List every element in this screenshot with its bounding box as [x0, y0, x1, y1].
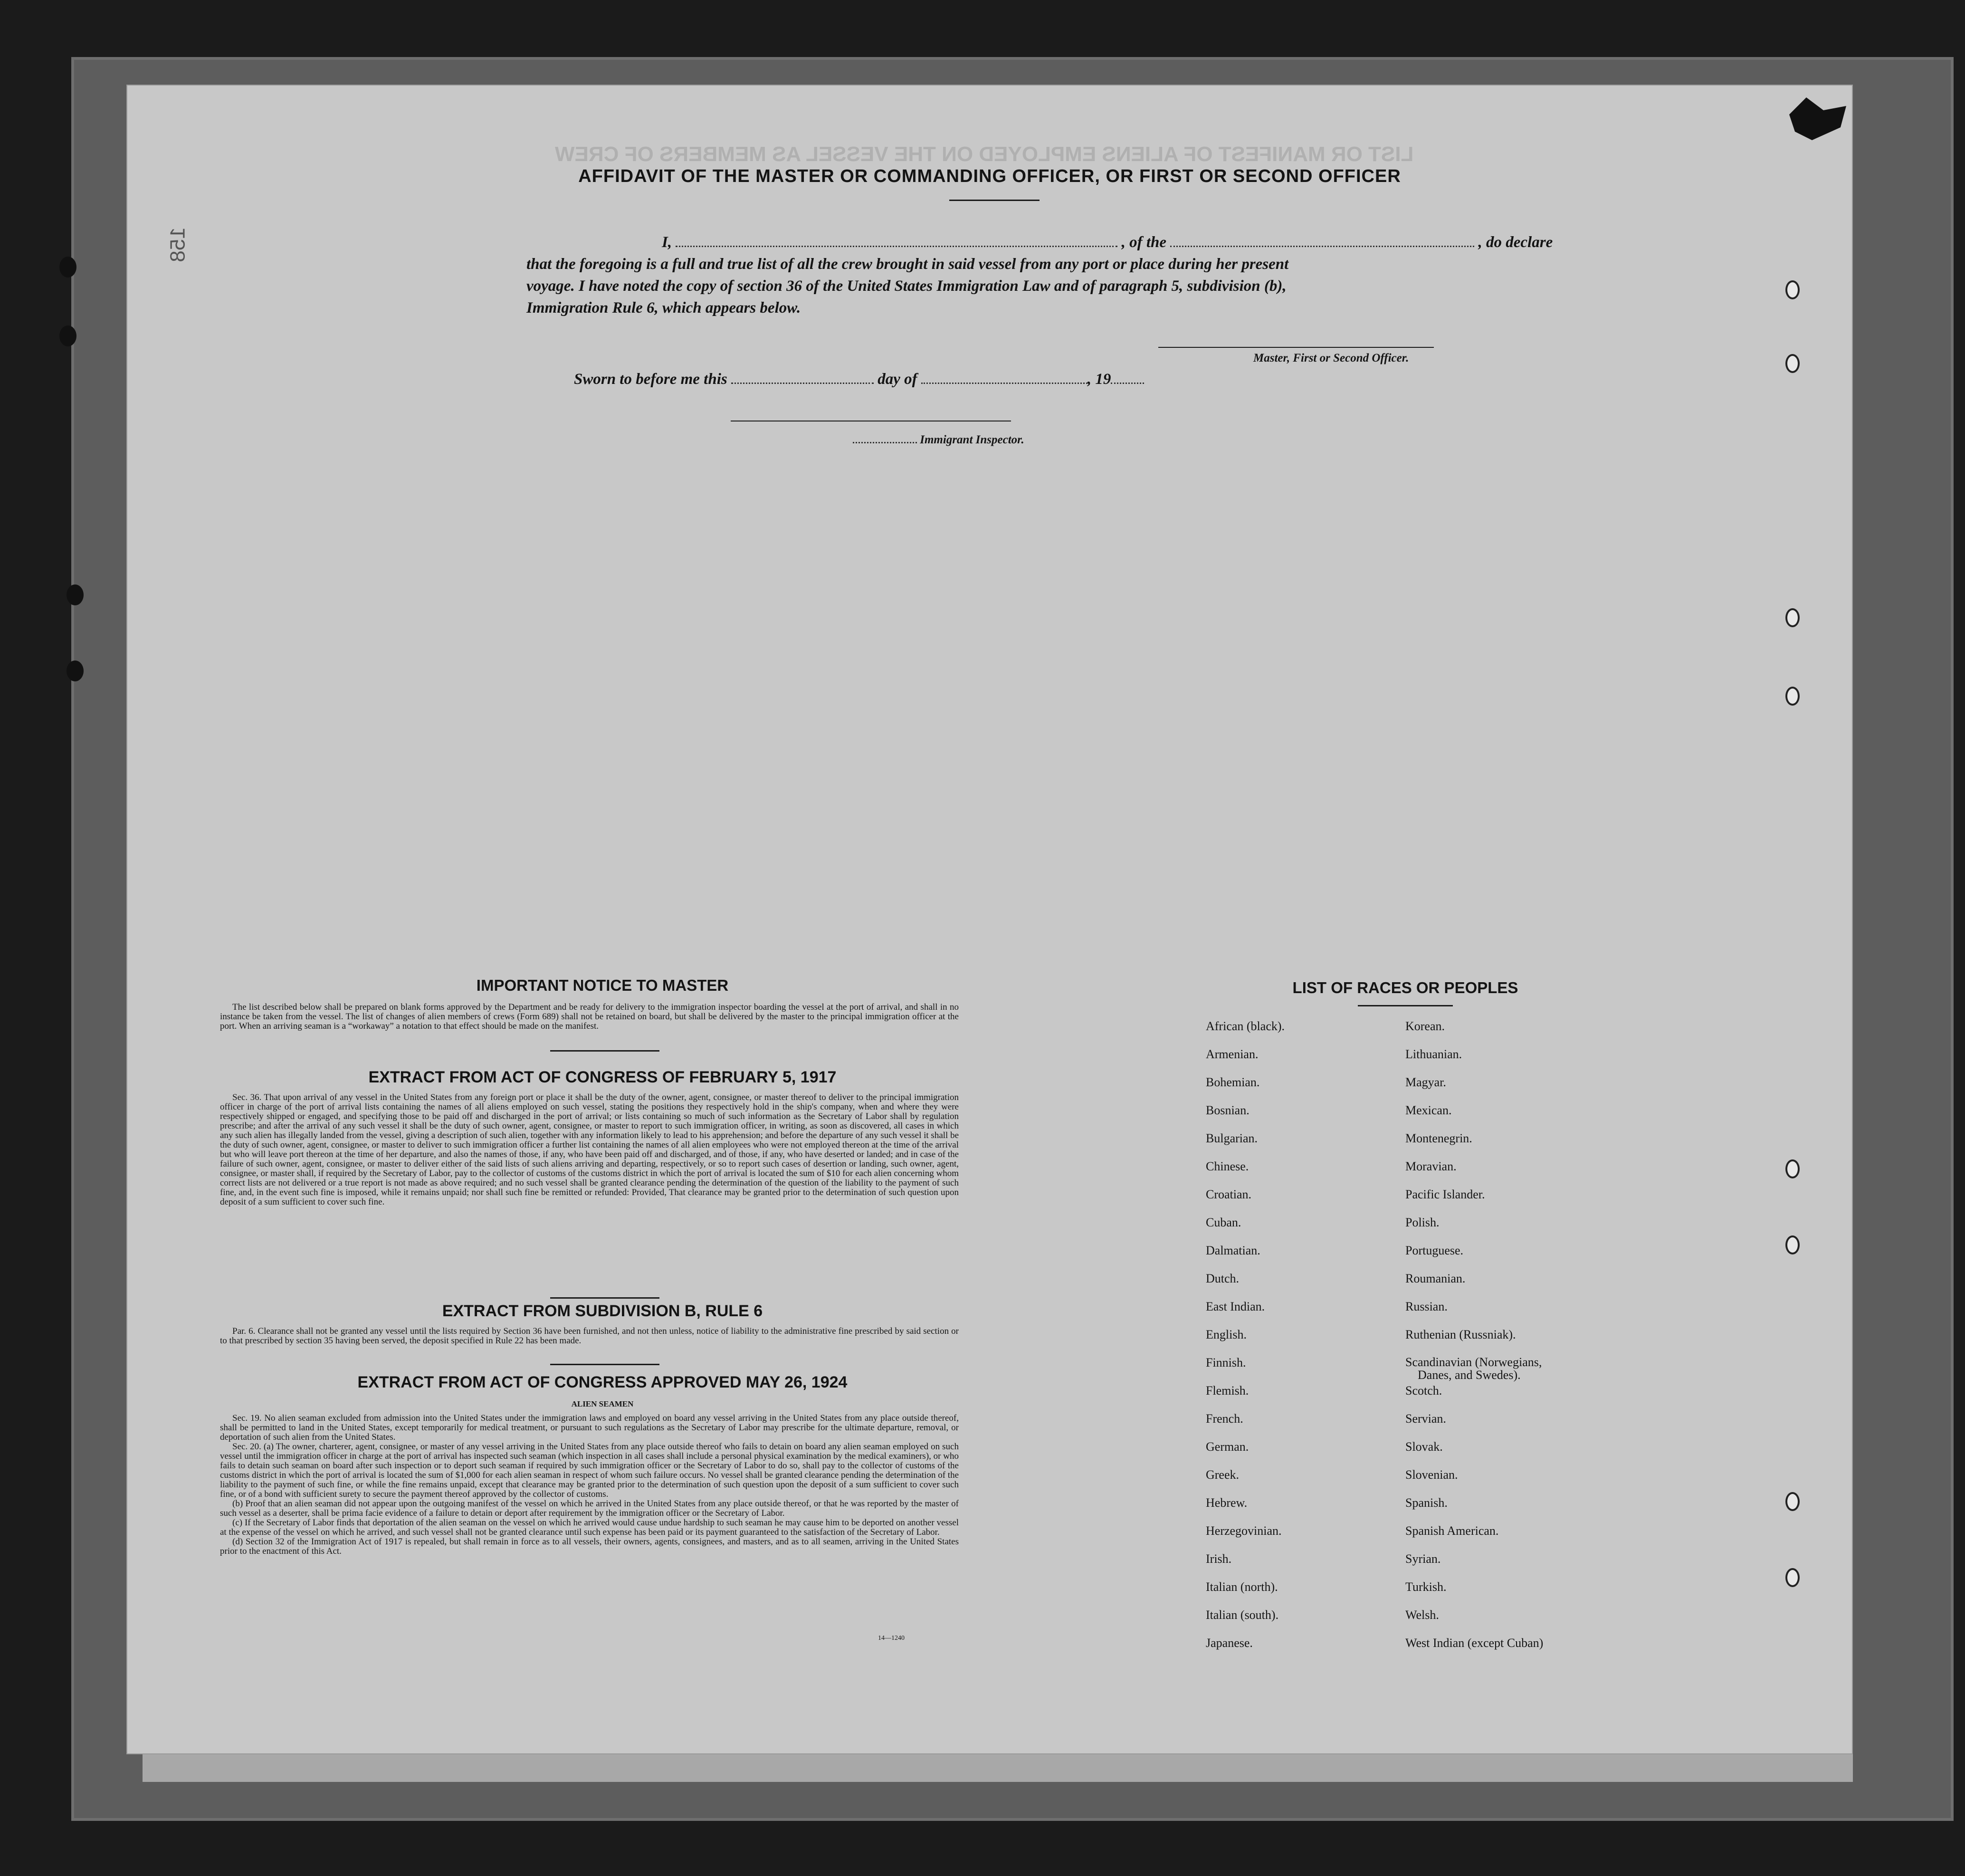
race-item: French.: [1206, 1412, 1243, 1426]
races-left-column: [1206, 1019, 1285, 1664]
affidavit-line-3: voyage. I have noted the copy of section 36 of the United States Immigration Law and of paragraph 5, subdivision (b),: [526, 278, 1287, 295]
race-item: Portuguese.: [1405, 1244, 1464, 1257]
of-the-label: , of the: [1121, 234, 1167, 251]
race-item: Montenegrin.: [1405, 1131, 1472, 1145]
extract-1924-title: EXTRACT FROM ACT OF CONGRESS APPROVED MAY 26, 1924: [357, 1373, 848, 1391]
races-title: LIST OF RACES OR PEOPLES: [1292, 979, 1518, 996]
race-item: Roumanian.: [1405, 1272, 1466, 1285]
binder-hole: [67, 584, 84, 605]
declare-label: , do declare: [1478, 234, 1553, 251]
race-item: Slovenian.: [1405, 1468, 1458, 1482]
affidavit-line-1: [662, 234, 1553, 251]
race-item: Turkish.: [1405, 1580, 1447, 1594]
binder-hole: [1785, 1492, 1800, 1511]
race-item: Syrian.: [1405, 1552, 1441, 1566]
race-item: Ruthenian (Russniak).: [1405, 1328, 1516, 1341]
sec-20c-paragraph: (c) If the Secretary of Labor finds that deportation of the alien seaman on the vessel on which he arrived would cause undue hardship to such seaman he may cause him to be deported on another vessel at the expense of the vessel on which he arrived, and such vessel shall not be granted clearance until such expense has been paid or its payment guaranteed to the satisfaction of the Secretary of Labor.: [220, 1518, 959, 1537]
race-item: Moravian.: [1405, 1159, 1457, 1173]
race-item: Japanese.: [1206, 1636, 1253, 1650]
extract-1917-title: EXTRACT FROM ACT OF CONGRESS OF FEBRUARY 5, 1917: [368, 1068, 837, 1086]
signer-label: Master, First or Second Officer.: [1253, 352, 1409, 364]
affidavit-i-label: I,: [662, 234, 672, 251]
binder-hole: [67, 660, 84, 681]
race-item: Polish.: [1405, 1216, 1440, 1229]
race-item: Italian (south).: [1206, 1608, 1279, 1622]
race-item: Mexican.: [1405, 1103, 1452, 1117]
notice-paragraph: The list described below shall be prepared on blank forms approved by the Department and be ready for delivery to the immigration inspector boarding the vessel at the port of arrival, and shall in no instance be taken from the vessel. The list of changes of alien members of crews (Form 689) shall not be retained on board, but shall be delivered by the master to the principal immigration officer at the port. When an arriving seaman is a “workaway” a notation to that effect should be made on the manifest.: [220, 1002, 959, 1031]
extract-1924-body: [220, 1414, 959, 1556]
sec-20b-paragraph: (b) Proof that an alien seaman did not appear upon the outgoing manifest of the vessel on which he arrived in the United States from any place outside thereof, or that he was reported by the master of such vessel as a deserter, shall be prima facie evidence of a failure to detain or deport after requirement by the immigration officer or the Secretary of Labor.: [220, 1499, 959, 1518]
race-item: Korean.: [1405, 1019, 1445, 1033]
document-page: [127, 86, 1852, 1753]
sworn-prefix: Sworn to before me this: [574, 371, 727, 388]
extract-rule6-title: EXTRACT FROM SUBDIVISION B, RULE 6: [442, 1302, 763, 1320]
month-blank[interactable]: [921, 383, 1087, 384]
race-item: Dutch.: [1206, 1272, 1240, 1285]
race-item: Flemish.: [1206, 1384, 1249, 1397]
bleed-through-header: LIST OR MANIFEST OF ALIENS EMPLOYED ON THE VESSEL AS MEMBERS OF CREW: [555, 143, 1414, 166]
inspector-label: [853, 433, 1024, 447]
extract-1917-rule: [550, 1297, 659, 1299]
sec-19-paragraph: Sec. 19. No alien seaman excluded from admission into the United States under the immigration laws and employed on board any vessel arriving in the United States from any place outside thereof, shall be permitted to land in the United States, except temporarily for medical treatment, or pursuant to such regulations as the Secretary of Labor may prescribe for the ultimate departure, removal, or deportation of such alien from the United States.: [220, 1413, 959, 1442]
form-number: 14—1240: [878, 1635, 905, 1642]
binder-hole: [59, 257, 76, 278]
day-blank[interactable]: [731, 383, 874, 384]
affidavit-line-4: Immigration Rule 6, which appears below.: [526, 299, 801, 316]
race-item: Armenian.: [1206, 1047, 1259, 1061]
race-item: Slovak.: [1405, 1440, 1443, 1454]
race-item: East Indian.: [1206, 1300, 1265, 1313]
binder-hole: [1785, 608, 1800, 627]
name-blank[interactable]: [676, 246, 1117, 247]
affidavit-title: AFFIDAVIT OF THE MASTER OR COMMANDING OFFICER, OR FIRST OR SECOND OFFICER: [578, 166, 1401, 186]
notice-rule: [550, 1050, 659, 1052]
race-item: Finnish.: [1206, 1356, 1246, 1369]
extract-1917-body: [220, 1093, 959, 1207]
race-item: Pacific Islander.: [1405, 1187, 1485, 1201]
year-blank[interactable]: [1111, 383, 1144, 384]
extract-rule6-rule: [550, 1364, 659, 1365]
race-item: Magyar.: [1405, 1075, 1446, 1089]
race-item: Scotch.: [1405, 1384, 1442, 1397]
race-item: Cuban.: [1206, 1216, 1241, 1229]
race-item: Lithuanian.: [1405, 1047, 1462, 1061]
race-item-cont: Danes, and Swedes).: [1418, 1368, 1521, 1382]
sec-20a-paragraph: Sec. 20. (a) The owner, charterer, agent, consignee, or master of any vessel arriving in the United States from any place outside thereof who fails to detain on board any alien seaman employed on such vessel until the immigration officer in charge at the port of arrival has inspected such seaman (which inspection in all cases shall include a personal physical examination by the medical examiners), or who fails to detain such seaman on board after such inspection or to deport such seaman if required by such immigration officer or the Secretary of Labor to do so, shall pay to the collector of customs of the customs district in which the port of arrival is located the sum of $1,000 for each alien seaman in respect of whom such failure occurs. No vessel shall be granted clearance pending the determination of the liability to the payment of such fine, or while the fine remains unpaid, except that clearance may be granted prior to the determination of such question upon the deposit of a sum sufficient to cover such fine, or of a bond with sufficient surety to secure the payment thereof approved by the collector of customs.: [220, 1442, 959, 1499]
binder-hole: [59, 325, 76, 346]
races-right-column: [1405, 1019, 1543, 1664]
binder-hole: [1785, 280, 1800, 299]
notice-title: IMPORTANT NOTICE TO MASTER: [476, 976, 729, 994]
race-item: West Indian (except Cuban): [1405, 1636, 1544, 1650]
year-label: , 19: [1087, 371, 1111, 388]
affidavit-line-2: that the foregoing is a full and true list of all the crew brought in said vessel from any port or place during her present: [526, 256, 1289, 273]
extract-1917-paragraph: Sec. 36. That upon arrival of any vessel in the United States from any foreign port or place it shall be the duty of the owner, agent, consignee, or master thereof to deliver to the principal immigration officer in charge of the port of arrival lists containing the names of all aliens employed on such vessel, stating the positions they respectively hold in the ship's company, when and where they were respectively shipped or engaged, and specifying those to be paid off and discharged in the port of arrival; or lists containing so much of such information as the Secretary of Labor shall by regulation prescribe; and after the arrival of any such vessel it shall be the duty of such owner, agent, consignee, or master to report to such immigration officer, in writing, as soon as discovered, all cases in which any such alien has illegally landed from the vessel, giving a description of such alien, together with any information likely to lead to his apprehension; and before the departure of any such vessel it shall be the duty of such owner, agent, consignee, or master to deliver to such immigration officer a further list containing the names of all alien employees who were not employed thereon at the time of the arrival but who will leave port thereon at the time of her departure, and also the names of those, if any, who have been paid off and discharged, and of those, if any, who have deserted or landed; and in case of the failure of such owner, agent, consignee, or master to deliver either of the said lists of such aliens arriving and departing, respectively, or so to report such cases of desertion or landing, such owner, agent, consignee, or master shall, if required by the Secretary of Labor, pay to the collector of customs of the customs district in which the port of arrival is located the sum of $10 for each alien concerning whom correct lists are not delivered or a true report is not made as above required; and no such vessel shall be granted clearance pending the determination of the question of the liability to the payment of such fine, and, in the event such fine is imposed, while it remains unpaid; nor shall such fine be remitted or refunded: Provided, That clearance may be granted prior to the determination of such question upon deposit of a sum sufficient to cover such fine.: [220, 1092, 959, 1207]
race-item: Russian.: [1405, 1300, 1448, 1313]
race-item: German.: [1206, 1440, 1249, 1454]
binder-hole: [1785, 1159, 1800, 1178]
binder-hole: [1785, 354, 1800, 373]
race-item: Spanish.: [1405, 1496, 1448, 1510]
races-rule: [1358, 1005, 1453, 1006]
inspector-label-text: Immigrant Inspector.: [920, 433, 1024, 446]
race-item: Irish.: [1206, 1552, 1232, 1566]
inspector-blank[interactable]: [853, 442, 917, 443]
race-item: African (black).: [1206, 1019, 1285, 1033]
race-item: Chinese.: [1206, 1159, 1249, 1173]
notice-body: [220, 1003, 959, 1031]
race-item: Greek.: [1206, 1468, 1240, 1482]
race-item: Servian.: [1405, 1412, 1446, 1426]
race-item: Scandinavian (Norwegians,: [1405, 1355, 1542, 1369]
margin-stamp-number: 158: [166, 227, 190, 262]
race-item: Bulgarian.: [1206, 1131, 1258, 1145]
vessel-blank[interactable]: [1170, 246, 1474, 247]
signature-line[interactable]: [1158, 347, 1434, 348]
race-item: Spanish American.: [1405, 1524, 1499, 1538]
race-item: Croatian.: [1206, 1187, 1252, 1201]
title-rule: [949, 200, 1040, 201]
extract-rule6-paragraph: Par. 6. Clearance shall not be granted any vessel until the lists required by Section 36 have been furnished, and not then unless, notice of liability to the administrative fine prescribed by said section or to that prescribed by section 35 having been served, the deposit specified in Rule 22 has been made.: [220, 1326, 959, 1346]
race-item: Herzegovinian.: [1206, 1524, 1282, 1538]
binder-hole: [1785, 1235, 1800, 1254]
race-item: English.: [1206, 1328, 1247, 1341]
race-item: Bosnian.: [1206, 1103, 1250, 1117]
day-of-label: day of: [878, 371, 917, 388]
extract-rule6-body: [220, 1327, 959, 1346]
race-item: Welsh.: [1405, 1608, 1439, 1622]
binder-hole: [1785, 1568, 1800, 1587]
race-item: Dalmatian.: [1206, 1244, 1260, 1257]
race-item: Bohemian.: [1206, 1075, 1260, 1089]
race-item-scandinavian: [1405, 1356, 1543, 1384]
binder-hole: [1785, 687, 1800, 706]
sworn-line: [574, 371, 1144, 388]
sec-20d-paragraph: (d) Section 32 of the Immigration Act of 1917 is repealed, but shall remain in force as to all vessels, their owners, agents, consignees, and masters, and as to all seamen, arriving in the United States prior to the enactment of this Act.: [220, 1537, 959, 1556]
race-item: Hebrew.: [1206, 1496, 1248, 1510]
alien-seamen-subtitle: ALIEN SEAMEN: [571, 1399, 634, 1408]
race-item: Italian (north).: [1206, 1580, 1278, 1594]
